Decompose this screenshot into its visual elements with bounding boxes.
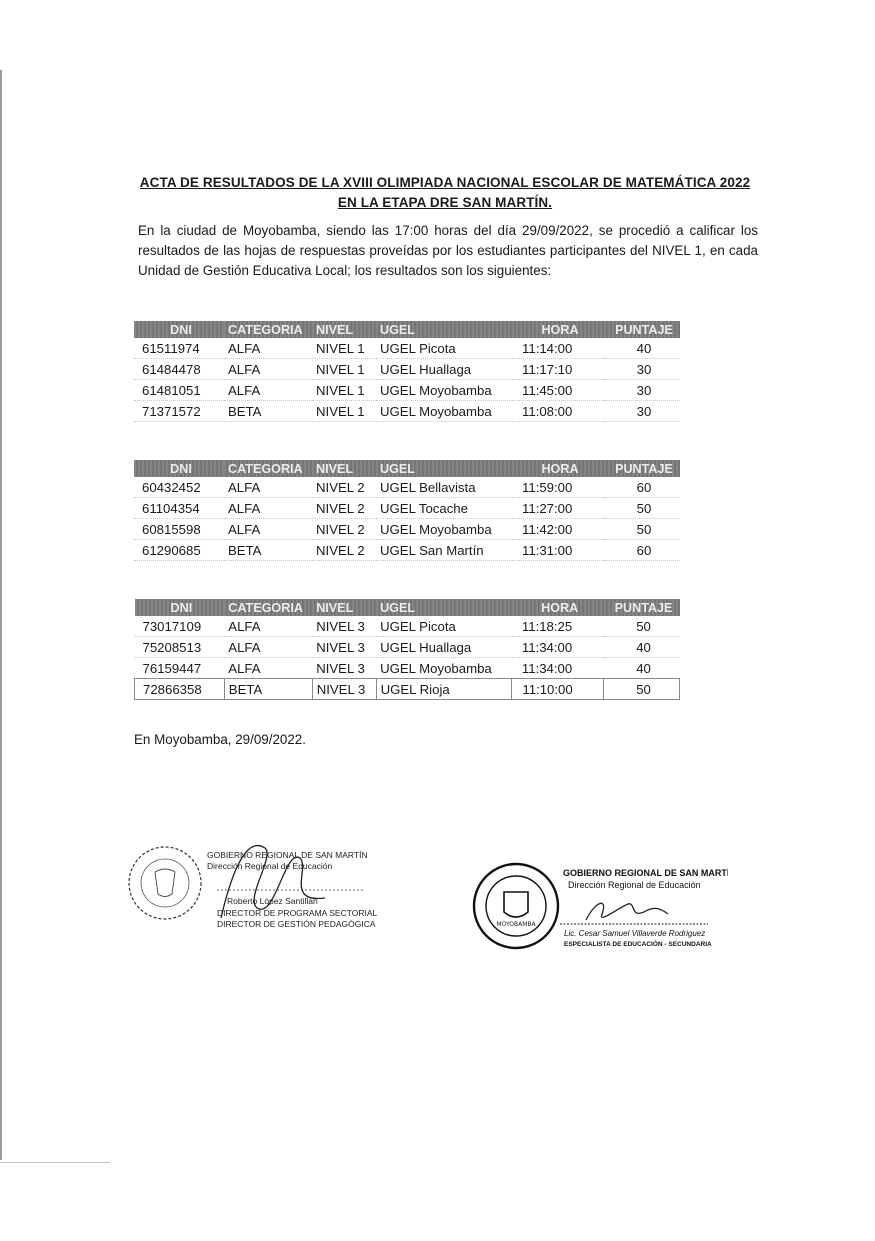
header-dni: DNI [134, 460, 224, 477]
cell-categoria: ALFA [224, 477, 312, 498]
seal-and-signature-right [468, 858, 728, 958]
closing-place-date: En Moyobamba, 29/09/2022. [134, 732, 306, 747]
header-nivel: NIVEL [312, 321, 376, 338]
cell-dni: 76159447 [135, 658, 225, 679]
cell-hora: 11:14:00 [512, 338, 604, 359]
scan-edge-left [0, 70, 2, 1160]
cell-categoria: ALFA [224, 338, 312, 359]
header-puntaje: PUNTAJE [604, 321, 680, 338]
table-row [135, 679, 680, 700]
signature-block-left [125, 828, 395, 938]
cell-dni: 71371572 [134, 401, 224, 422]
table-row [134, 359, 680, 380]
seal-and-signature-left [125, 828, 395, 938]
sig-right-line2: Dirección Regional de Educación [568, 880, 701, 890]
header-categoria: CATEGORIA [224, 460, 312, 477]
cell-dni: 61511974 [134, 338, 224, 359]
sig-right-line1: GOBIERNO REGIONAL DE SAN MARTÍN [563, 868, 728, 878]
table-header-row [135, 599, 680, 616]
signature-block-right [468, 858, 728, 958]
cell-puntaje: 50 [604, 616, 680, 637]
cell-puntaje: 50 [604, 498, 680, 519]
cell-nivel: NIVEL 3 [312, 616, 376, 637]
cell-dni: 61290685 [134, 540, 224, 561]
intro-paragraph: En la ciudad de Moyobamba, siendo las 17:00 horas del día 29/09/2022, se procedió a calificar los resultados de las hojas de respuestas proveídas por los estudiantes participantes del NIVEL 1, en cada Unidad de Gestión Educativa Local; los resultados son los siguientes: [138, 223, 758, 278]
header-ugel: UGEL [376, 321, 512, 338]
table-row [134, 401, 680, 422]
round-seal-icon [474, 864, 558, 948]
header-categoria: CATEGORIA [224, 321, 312, 338]
cell-nivel: NIVEL 3 [312, 658, 376, 679]
cell-nivel: NIVEL 3 [312, 637, 376, 658]
results-table-nivel-2 [134, 460, 680, 561]
cell-hora: 11:42:00 [512, 519, 604, 540]
cell-ugel: UGEL Huallaga [376, 637, 512, 658]
cell-hora: 11:08:00 [512, 401, 604, 422]
cell-ugel: UGEL Picota [376, 616, 512, 637]
table-row [135, 616, 680, 637]
seal-center-text: MOYOBAMBA [496, 921, 536, 928]
cell-nivel: NIVEL 1 [312, 380, 376, 401]
document-title: ACTA DE RESULTADOS DE LA XVIII OLIMPIADA NACIONAL ESCOLAR DE MATEMÁTICA 2022 [139, 175, 751, 190]
cell-nivel: NIVEL 2 [312, 498, 376, 519]
header-hora: HORA [512, 599, 604, 616]
header-categoria: CATEGORIA [224, 599, 312, 616]
cell-ugel: UGEL Huallaga [376, 359, 512, 380]
cell-puntaje: 40 [604, 658, 680, 679]
cell-nivel: NIVEL 2 [312, 477, 376, 498]
cell-nivel: NIVEL 2 [312, 519, 376, 540]
cell-puntaje: 40 [604, 338, 680, 359]
cell-hora: 11:27:00 [512, 498, 604, 519]
cell-categoria: ALFA [224, 519, 312, 540]
cell-ugel: UGEL San Martín [376, 540, 512, 561]
cell-hora: 11:34:00 [512, 658, 604, 679]
table-row [135, 658, 680, 679]
cell-nivel: NIVEL 2 [312, 540, 376, 561]
cell-puntaje: 50 [604, 679, 680, 700]
sig-right-role: ESPECIALISTA DE EDUCACIÓN - SECUNDARIA [564, 941, 712, 948]
cell-dni: 60432452 [134, 477, 224, 498]
results-table-nivel-1 [134, 321, 680, 422]
cell-puntaje: 50 [604, 519, 680, 540]
table-header-row [134, 321, 680, 338]
table-row [134, 338, 680, 359]
cell-nivel: NIVEL 1 [312, 338, 376, 359]
header-dni: DNI [135, 599, 225, 616]
cell-ugel: UGEL Bellavista [376, 477, 512, 498]
header-hora: HORA [512, 321, 604, 338]
cell-hora: 11:17:10 [512, 359, 604, 380]
cell-puntaje: 30 [604, 401, 680, 422]
cell-dni: 61481051 [134, 380, 224, 401]
table-row [135, 637, 680, 658]
header-nivel: NIVEL [312, 460, 376, 477]
cell-categoria: BETA [224, 679, 312, 700]
cell-nivel: NIVEL 3 [312, 679, 376, 700]
cell-hora: 11:31:00 [512, 540, 604, 561]
cell-puntaje: 40 [604, 637, 680, 658]
round-seal-icon [129, 847, 201, 919]
cell-nivel: NIVEL 1 [312, 401, 376, 422]
sig-left-line2: Dirección Regional de Educación [207, 861, 333, 871]
sig-left-line1: GOBIERNO REGIONAL DE SAN MARTÍN [207, 850, 368, 860]
header-nivel: NIVEL [312, 599, 376, 616]
scan-edge-bottom [0, 1162, 110, 1163]
cell-ugel: UGEL Moyobamba [376, 380, 512, 401]
cell-ugel: UGEL Moyobamba [376, 401, 512, 422]
cell-ugel: UGEL Picota [376, 338, 512, 359]
sig-right-name: Lic. Cesar Samuel Villaverde Rodriguez [564, 929, 706, 938]
document-subtitle: EN LA ETAPA DRE SAN MARTÍN. [337, 195, 553, 210]
cell-dni: 75208513 [135, 637, 225, 658]
table-row [134, 498, 680, 519]
cell-puntaje: 30 [604, 359, 680, 380]
cell-hora: 11:45:00 [512, 380, 604, 401]
header-dni: DNI [134, 321, 224, 338]
sig-left-role1: DIRECTOR DE PROGRAMA SECTORIAL [217, 908, 378, 918]
cell-hora: 11:34:00 [512, 637, 604, 658]
cell-dni: 61484478 [134, 359, 224, 380]
table-header-row [134, 460, 680, 477]
header-puntaje: PUNTAJE [604, 599, 680, 616]
cell-nivel: NIVEL 1 [312, 359, 376, 380]
header-hora: HORA [512, 460, 604, 477]
sig-left-role2: DIRECTOR DE GESTIÓN PEDAGÓGICA [217, 919, 376, 929]
table-row [134, 477, 680, 498]
cell-hora: 11:59:00 [512, 477, 604, 498]
cell-categoria: ALFA [224, 498, 312, 519]
cell-dni: 73017109 [135, 616, 225, 637]
cell-dni: 60815598 [134, 519, 224, 540]
table-row [134, 380, 680, 401]
header-ugel: UGEL [376, 460, 512, 477]
cell-hora: 11:10:00 [512, 679, 604, 700]
cell-ugel: UGEL Tocache [376, 498, 512, 519]
cell-hora: 11:18:25 [512, 616, 604, 637]
cell-ugel: UGEL Moyobamba [376, 658, 512, 679]
cell-categoria: BETA [224, 401, 312, 422]
table-row [134, 519, 680, 540]
cell-ugel: UGEL Moyobamba [376, 519, 512, 540]
cell-dni: 61104354 [134, 498, 224, 519]
results-table-nivel-3 [134, 599, 680, 700]
header-ugel: UGEL [376, 599, 512, 616]
table-row [134, 540, 680, 561]
cell-categoria: ALFA [224, 658, 312, 679]
cell-categoria: BETA [224, 540, 312, 561]
cell-puntaje: 30 [604, 380, 680, 401]
cell-categoria: ALFA [224, 359, 312, 380]
cell-dni: 72866358 [135, 679, 225, 700]
sig-left-name: Roberto López Santillán [227, 896, 318, 906]
cell-categoria: ALFA [224, 380, 312, 401]
header-puntaje: PUNTAJE [604, 460, 680, 477]
signature-scribble-icon [586, 903, 668, 920]
cell-puntaje: 60 [604, 540, 680, 561]
cell-categoria: ALFA [224, 616, 312, 637]
cell-puntaje: 60 [604, 477, 680, 498]
cell-ugel: UGEL Rioja [376, 679, 512, 700]
cell-categoria: ALFA [224, 637, 312, 658]
